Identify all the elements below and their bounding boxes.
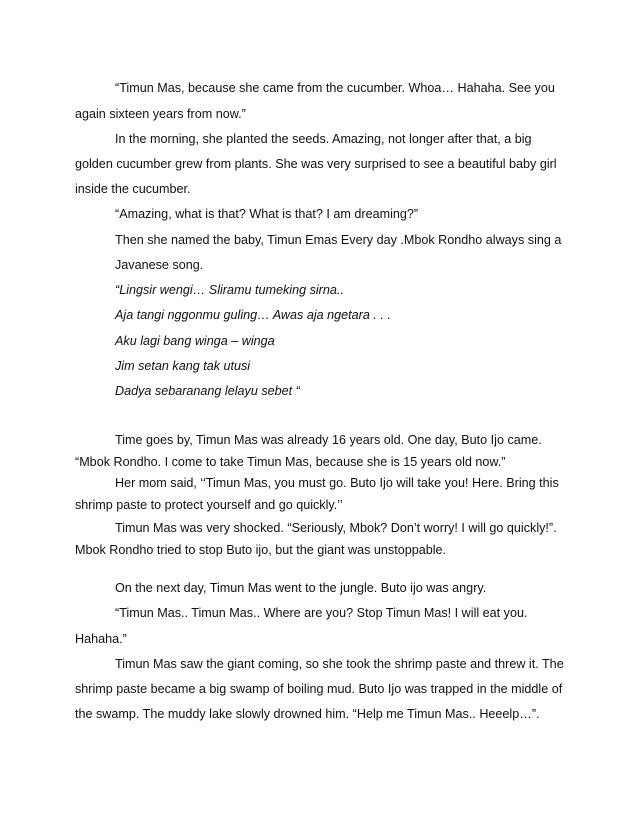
text-line: again sixteen years from now.”: [75, 107, 246, 121]
text-line: Then she named the baby, Timun Emas Every day .Mbok Rondho always sing a: [115, 233, 562, 247]
text-line: “Timun Mas.. Timun Mas.. Where are you? Stop Timun Mas! I will eat you.: [115, 606, 528, 620]
song-line: Dadya sebaranang lelayu sebet “: [115, 384, 300, 398]
text-line: the swamp. The muddy lake slowly drowned him. “Help me Timun Mas.. Heeelp…”.: [75, 707, 540, 721]
text-line: inside the cucumber.: [75, 182, 191, 196]
text-line: shrimp paste to protect yourself and go quickly.’’: [75, 498, 343, 512]
text-line: On the next day, Timun Mas went to the jungle. Buto ijo was angry.: [115, 581, 487, 595]
text-line: “Amazing, what is that? What is that? I am dreaming?”: [115, 207, 419, 221]
song-line: Aja tangi nggonmu guling… Awas aja ngetara . . .: [115, 308, 391, 322]
text-line: golden cucumber grew from plants. She was very surprised to see a beautiful baby girl: [75, 157, 557, 171]
song-line: Jim setan kang tak utusi: [115, 359, 251, 373]
text-line: Her mom said, ‘‘Timun Mas, you must go. Buto Ijo will take you! Here. Bring this: [115, 476, 559, 490]
text-line: Mbok Rondho tried to stop Buto ijo, but the giant was unstoppable.: [75, 543, 447, 557]
song-line: Aku lagi bang winga – winga: [115, 334, 275, 348]
text-line: “Timun Mas, because she came from the cucumber. Whoa… Hahaha. See you: [115, 81, 555, 95]
text-line: Javanese song.: [115, 258, 204, 272]
text-line: In the morning, she planted the seeds. Amazing, not longer after that, a big: [115, 132, 532, 146]
text-line: “Mbok Rondho. I come to take Timun Mas, because she is 15 years old now.”: [75, 455, 506, 469]
text-line: Hahaha.”: [75, 632, 127, 646]
song-line: “Lingsir wengi… Sliramu tumeking sirna..: [115, 283, 344, 297]
text-line: Timun Mas saw the giant coming, so she took the shrimp paste and threw it. The: [115, 657, 564, 671]
text-line: shrimp paste became a big swamp of boiling mud. Buto Ijo was trapped in the middle of: [75, 682, 563, 696]
text-line: Timun Mas was very shocked. “Seriously, Mbok? Don’t worry! I will go quickly!”.: [115, 521, 557, 535]
text-line: Time goes by, Timun Mas was already 16 years old. One day, Buto Ijo came.: [115, 433, 542, 447]
